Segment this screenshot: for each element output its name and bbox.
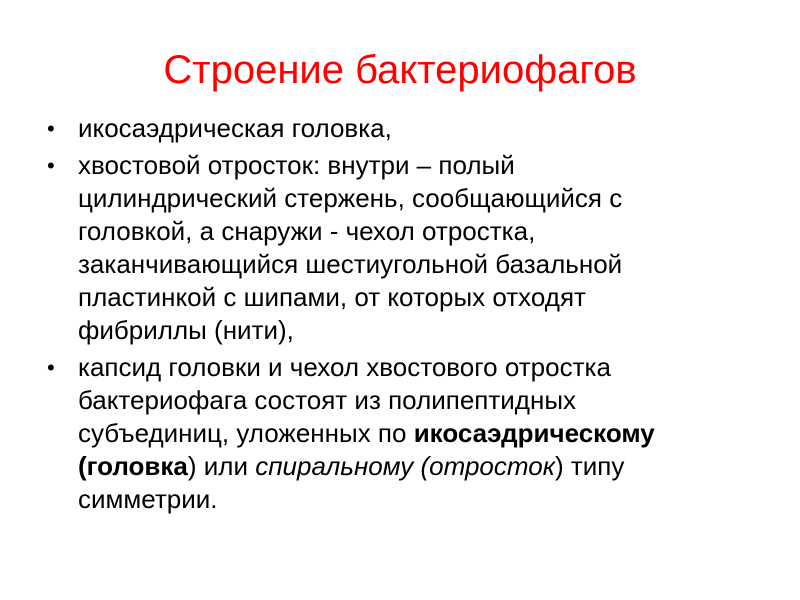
- text-italic-spiral: спиральному (отросток: [255, 451, 555, 481]
- text-line: пластинкой с шипами, от которых отходят: [78, 282, 586, 312]
- text-line: заканчивающийся шестиугольной базальной: [78, 249, 623, 279]
- bullet-text: [78, 112, 760, 145]
- bullet-text: [78, 351, 760, 516]
- text-plain: ) или: [187, 451, 256, 481]
- bullet-item-3: [40, 351, 760, 516]
- text-line: капсид головки и чехол хвостового отростка: [78, 352, 611, 382]
- text-plain: ) типу: [554, 451, 625, 481]
- text-line: [78, 450, 760, 483]
- text-line: бактериофага состоят из полипептидных: [78, 385, 577, 415]
- text-bold-head: (головка: [78, 451, 188, 481]
- slide-title: Строение бактериофагов: [163, 48, 637, 92]
- text-line: симметрии.: [78, 484, 218, 514]
- bullet-dot-icon: •: [47, 153, 55, 178]
- text-plain: субъединиц, уложенных по: [78, 418, 414, 448]
- text-line: фибриллы (нити),: [78, 315, 294, 345]
- bullet-dot-icon: •: [47, 355, 55, 380]
- text-line: [78, 417, 760, 450]
- text-line: цилиндрический стержень, сообщающийся с: [78, 183, 623, 213]
- bullet-dot-icon: •: [47, 116, 55, 141]
- bullet-list: [40, 112, 760, 520]
- text-line: хвостовой отросток: внутри – полый: [78, 150, 515, 180]
- text-line: головкой, а снаружи - чехол отростка,: [78, 216, 536, 246]
- bullet-text: [78, 149, 760, 347]
- text-line: икосаэдрическая головка,: [78, 113, 392, 143]
- bullet-item-2: [40, 149, 760, 347]
- text-bold-icosahedral: икосаэдрическому: [413, 418, 655, 448]
- bullet-item-1: [40, 112, 760, 145]
